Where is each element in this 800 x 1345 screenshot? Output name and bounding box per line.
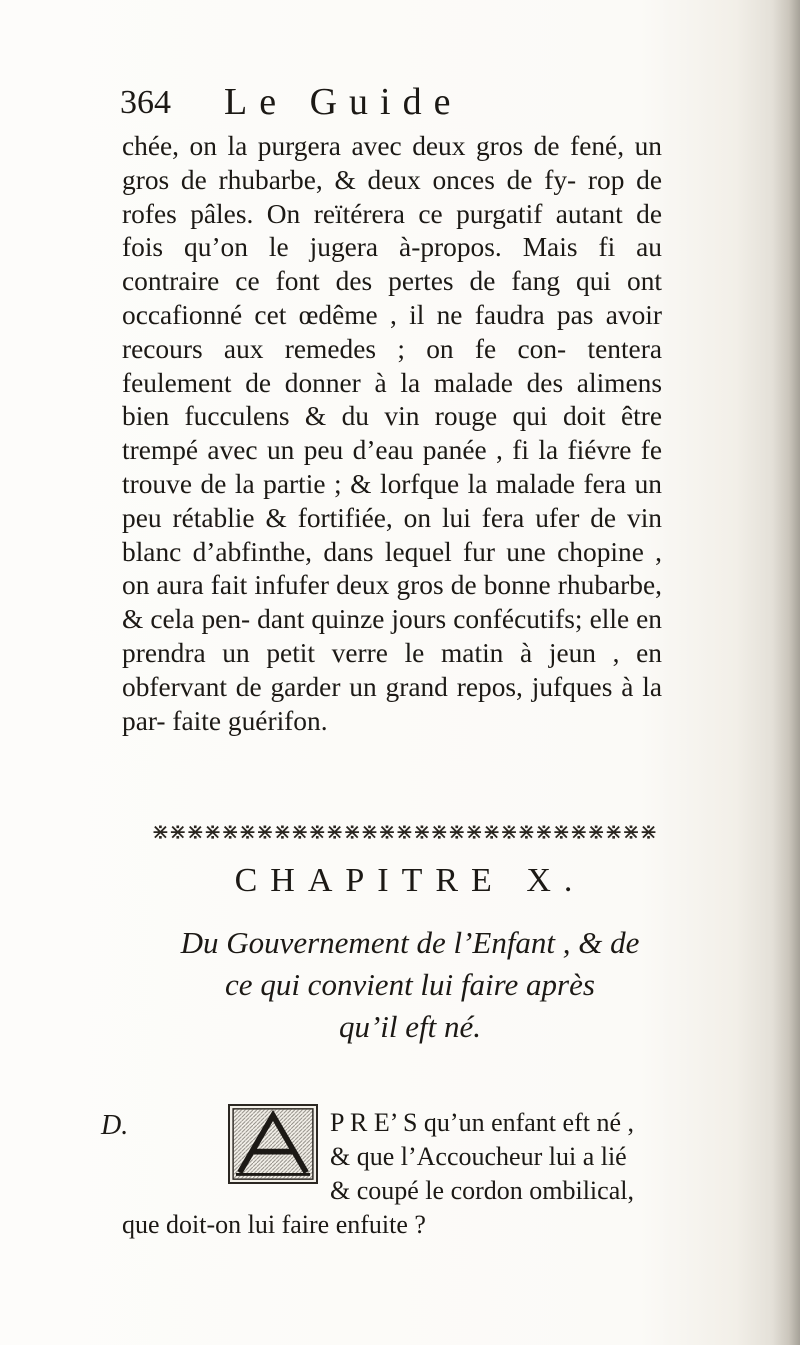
chapter-heading: CHAPITRE X. <box>234 862 586 899</box>
body-text <box>122 130 662 738</box>
running-title: Le Guide <box>224 81 463 123</box>
decorated-initial <box>228 1104 318 1184</box>
margin-note: D. <box>101 1110 129 1141</box>
chapter-opening <box>330 1106 665 1208</box>
chapter-subtitle-line: qu’il eft né. <box>338 1009 482 1044</box>
ornamental-rule: ⋇⋇⋇⋇⋇⋇⋇⋇⋇⋇⋇⋇⋇⋇⋇⋇⋇⋇⋇⋇⋇⋇⋇⋇⋇⋇⋇⋇⋇ <box>151 820 657 845</box>
opening-line: & coupé le cordon ombilical, <box>330 1176 634 1205</box>
body-paragraph: chée, on la purgera avec deux gros de fené, un gros de rhubarbe, & deux onces de fy- rop de rofes pâles. On reïtérera ce purgatif autant de fois qu’on le jugera à-propos. Mais fi au contraire ce font des pertes de fang qui ont occafionné cet œdême , il ne faudra pas avoir recours aux remedes ; on fe con- tentera feulement de donner à la malade des alimens bien fucculens & du vin rouge qui doit être trempé avec un peu d’eau panée , fi la fiévre fe trouve de la partie ; & lorfque la malade fera un peu rétablie & fortifiée, on lui fera ufer de vin blanc d’abfinthe, dans lequel fur une chopine , on aura fait infufer deux gros de bonne rhubarbe, & cela pen- dant quinze jours confécutifs; elle en prendra un petit verre le matin à jeun , en obfervant de garder un grand repos, jufques à la par- faite guérifon. <box>122 131 662 736</box>
opening-line-last: que doit-on lui faire enfuite ? <box>122 1210 426 1239</box>
decorated-initial-icon <box>230 1106 316 1182</box>
opening-line: & que l’Accoucheur lui a lié <box>330 1142 627 1171</box>
page-header <box>120 80 680 130</box>
chapter-subtitle-line: Du Gouvernement de l’Enfant , & de <box>180 925 640 960</box>
chapter-subtitle <box>140 922 680 1048</box>
page-number: 364 <box>120 84 171 121</box>
chapter-subtitle-line: ce qui convient lui faire après <box>225 967 595 1002</box>
opening-line: P R E’ S qu’un enfant eft né , <box>330 1108 634 1137</box>
page-edge-shadow <box>772 0 800 1345</box>
